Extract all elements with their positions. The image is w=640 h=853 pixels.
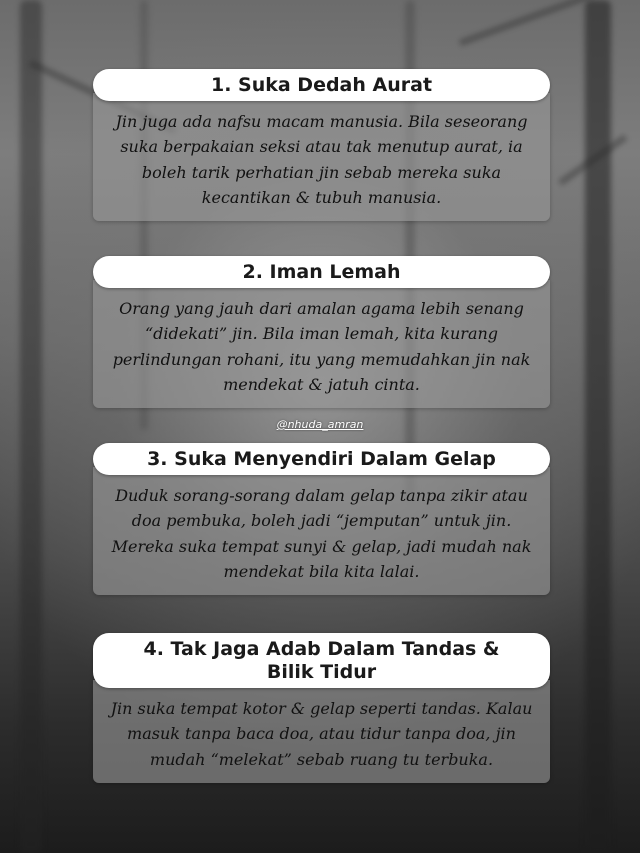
tip-card-2: [93, 256, 550, 408]
background-branch: [459, 0, 602, 46]
tip-card-body: Jin juga ada nafsu macam manusia. Bila seseorang suka berpakaian seksi atau tak menutup aurat, ia boleh tarik perhatian jin sebab mereka suka kecantikan & tubuh manusia.: [93, 93, 550, 221]
background-tree: [20, 0, 42, 853]
tip-card-body: Jin suka tempat kotor & gelap seperti tandas. Kalau masuk tanpa baca doa, atau tidur tanpa doa, jin mudah “melekat” sebab ruang tu terbuka.: [93, 680, 550, 783]
tip-card-title: 1. Suka Dedah Aurat: [93, 69, 550, 101]
tip-card-4: [93, 633, 550, 783]
tip-card-1: [93, 69, 550, 221]
tip-card-body: Duduk sorang-sorang dalam gelap tanpa zikir atau doa pembuka, boleh jadi “jemputan” untuk jin. Mereka suka tempat sunyi & gelap, jadi mudah nak mendekat bila kita lalai.: [93, 467, 550, 595]
tip-card-title: 2. Iman Lemah: [93, 256, 550, 288]
tip-card-3: [93, 443, 550, 595]
watermark: @nhuda_amran: [276, 418, 364, 431]
tip-card-title: 3. Suka Menyendiri Dalam Gelap: [93, 443, 550, 475]
tip-card-body: Orang yang jauh dari amalan agama lebih senang “didekati” jin. Bila iman lemah, kita kurang perlindungan rohani, itu yang memudahkan jin nak mendekat & jatuh cinta.: [93, 280, 550, 408]
background-tree: [585, 0, 611, 853]
tip-card-title: 4. Tak Jaga Adab Dalam Tandas & Bilik Tidur: [93, 633, 550, 688]
